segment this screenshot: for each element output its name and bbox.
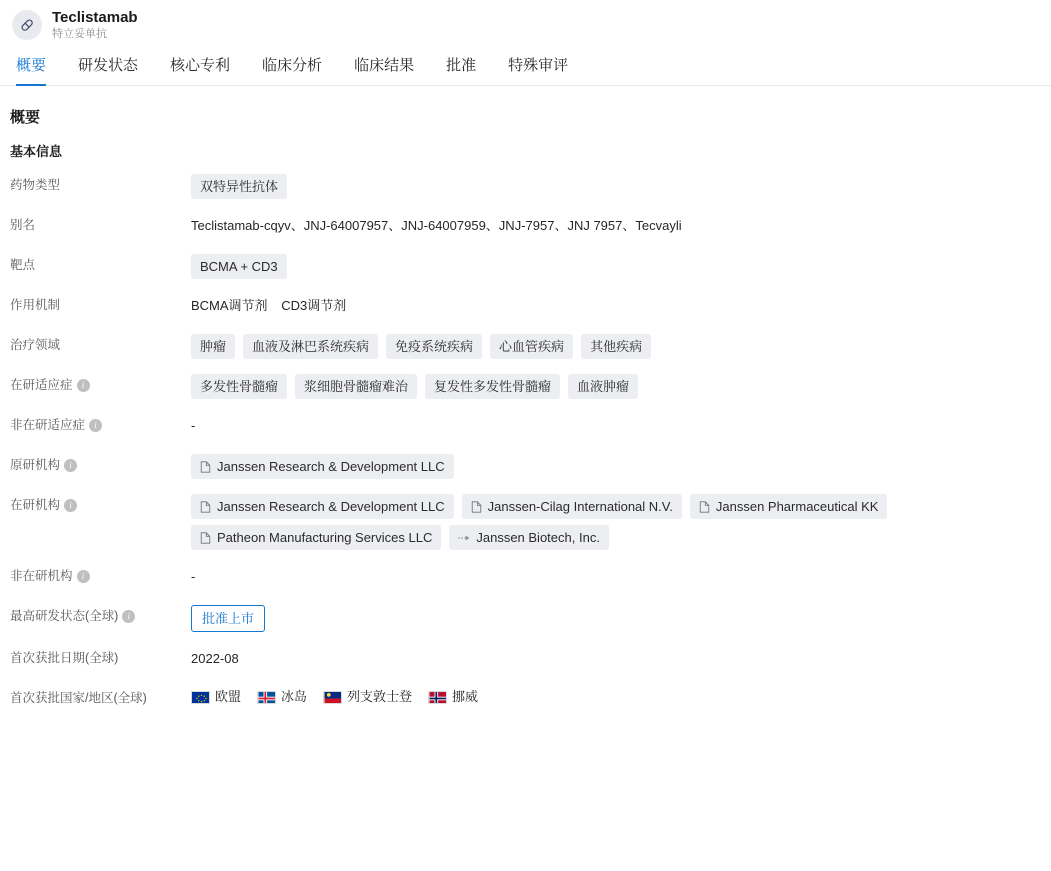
tag[interactable]: 肿瘤: [191, 334, 235, 359]
value-highest-status: [191, 604, 1051, 632]
document-icon: [200, 461, 211, 473]
label-text: 非在研机构: [10, 569, 73, 583]
value-originator: [191, 453, 1051, 479]
value-mechanism: [191, 293, 1051, 316]
organization-name: Janssen Research & Development LLC: [217, 459, 445, 474]
pill-icon: [12, 10, 42, 40]
label-active-indications: [10, 373, 191, 395]
tag[interactable]: 浆细胞骨髓瘤难治: [295, 374, 417, 399]
tab-clinical-results[interactable]: 临床结果: [354, 57, 415, 74]
info-icon[interactable]: i: [122, 610, 135, 623]
section-title: 概要: [10, 109, 41, 126]
value-inactive-orgs: -: [191, 569, 196, 584]
info-icon[interactable]: i: [64, 499, 77, 512]
flag-norway-icon: [428, 691, 447, 704]
tag[interactable]: 心血管疾病: [490, 334, 573, 359]
row-inactive-orgs: [10, 557, 1051, 597]
value-therapeutic-area: [191, 333, 1051, 359]
value-target: [191, 253, 1051, 279]
value-drug-type: [191, 173, 1051, 199]
tag[interactable]: 血液肿瘤: [568, 374, 638, 399]
tab-bar: [0, 48, 1051, 86]
value-first-approval-date: 2022-08: [191, 651, 239, 666]
row-target: [10, 246, 1051, 286]
organization-name: Janssen Pharmaceutical KK: [715, 499, 879, 514]
row-drug-type: [10, 166, 1051, 206]
value-inactive-indications: -: [191, 418, 196, 433]
arrow-icon: [458, 533, 470, 543]
row-therapeutic-area: [10, 326, 1051, 366]
row-active-indications: [10, 366, 1051, 406]
label-highest-status: [10, 604, 191, 626]
document-icon: [200, 532, 211, 544]
organization-name: Patheon Manufacturing Services LLC: [217, 530, 433, 545]
organization-name: Janssen Research & Development LLC: [217, 499, 445, 514]
info-icon[interactable]: i: [89, 419, 102, 432]
value-active-indications: [191, 373, 1051, 399]
organization-name: Janssen-Cilag International N.V.: [487, 499, 673, 514]
tab-special-review[interactable]: 特殊审评: [508, 57, 569, 74]
tab-core-patents[interactable]: 核心专利: [170, 57, 231, 74]
info-icon[interactable]: i: [77, 570, 90, 583]
info-icon[interactable]: i: [77, 379, 90, 392]
organization-tag[interactable]: [191, 494, 454, 519]
label-inactive-orgs: [10, 564, 191, 586]
label-originator: [10, 453, 191, 475]
country-item: [428, 687, 478, 707]
label-inactive-indications: [10, 413, 191, 435]
country-item: [323, 687, 412, 707]
organization-tag[interactable]: [462, 494, 682, 519]
tag[interactable]: 血液及淋巴系统疾病: [243, 334, 378, 359]
tag[interactable]: 多发性骨髓瘤: [191, 374, 287, 399]
tab-approval[interactable]: 批准: [446, 57, 477, 74]
row-inactive-indications: [10, 406, 1051, 446]
label-target: 靶点: [10, 258, 36, 272]
row-first-approval-countries: [10, 679, 1051, 719]
document-icon: [200, 501, 211, 513]
label-active-orgs: [10, 493, 191, 515]
organization-tag[interactable]: [191, 525, 441, 550]
document-icon: [471, 501, 482, 513]
tag[interactable]: 复发性多发性骨髓瘤: [425, 374, 560, 399]
page-title: Teclistamab: [52, 8, 138, 26]
row-alias: [10, 206, 1051, 246]
row-highest-status: [10, 597, 1051, 639]
country-name: 欧盟: [215, 689, 242, 704]
flag-iceland-icon: [257, 691, 276, 704]
organization-name: Janssen Biotech, Inc.: [476, 530, 600, 545]
label-first-approval-date: 首次获批日期(全球): [10, 651, 119, 665]
basic-info-title: 基本信息: [10, 144, 63, 159]
country-name: 列支敦士登: [347, 689, 413, 704]
label-mechanism: 作用机制: [10, 298, 61, 312]
value-first-approval-countries: [191, 686, 1051, 707]
value-alias: Teclistamab-cqyv、JNJ-64007957、JNJ-64007959、JNJ-7957、JNJ 7957、Tecvayli: [191, 218, 682, 233]
label-text: 最高研发状态(全球): [10, 609, 119, 623]
label-drug-type: 药物类型: [10, 178, 61, 192]
organization-tag[interactable]: [449, 525, 609, 550]
tag[interactable]: 免疫系统疾病: [386, 334, 482, 359]
label-text: 非在研适应症: [10, 418, 86, 432]
mechanism-item: BCMA调节剂: [191, 298, 268, 313]
organization-tag[interactable]: [191, 454, 454, 479]
country-item: [191, 687, 241, 707]
row-originator: [10, 446, 1051, 486]
organization-tag[interactable]: [690, 494, 888, 519]
overview-content: [0, 86, 1051, 719]
mechanism-item: CD3调节剂: [281, 298, 347, 313]
label-text: 在研适应症: [10, 378, 73, 392]
status-badge[interactable]: 批准上市: [191, 605, 265, 632]
country-name: 挪威: [452, 689, 479, 704]
row-first-approval-date: [10, 639, 1051, 679]
flag-eu-icon: [191, 691, 210, 704]
tab-overview[interactable]: 概要: [0, 57, 62, 85]
tag[interactable]: 其他疾病: [581, 334, 651, 359]
tag[interactable]: BCMA + CD3: [191, 254, 287, 279]
country-item: [257, 687, 307, 707]
row-active-orgs: [10, 486, 1051, 557]
label-alias: 别名: [10, 218, 36, 232]
country-name: 冰岛: [281, 689, 308, 704]
tab-rd-status[interactable]: 研发状态: [78, 57, 139, 74]
flag-liechtenstein-icon: [323, 691, 342, 704]
document-icon: [699, 501, 710, 513]
value-active-orgs: [191, 493, 1051, 550]
tab-clinical-analysis[interactable]: 临床分析: [262, 57, 323, 74]
row-mechanism: [10, 286, 1051, 326]
label-first-approval-countries: 首次获批国家/地区(全球): [10, 691, 147, 705]
label-text: 原研机构: [10, 458, 61, 472]
tag[interactable]: 双特异性抗体: [191, 174, 287, 199]
page-subtitle: 特立妥单抗: [52, 27, 107, 40]
page-header: [0, 0, 1051, 48]
label-therapeutic-area: 治疗领域: [10, 338, 61, 352]
label-text: 在研机构: [10, 498, 61, 512]
info-icon[interactable]: i: [64, 459, 77, 472]
